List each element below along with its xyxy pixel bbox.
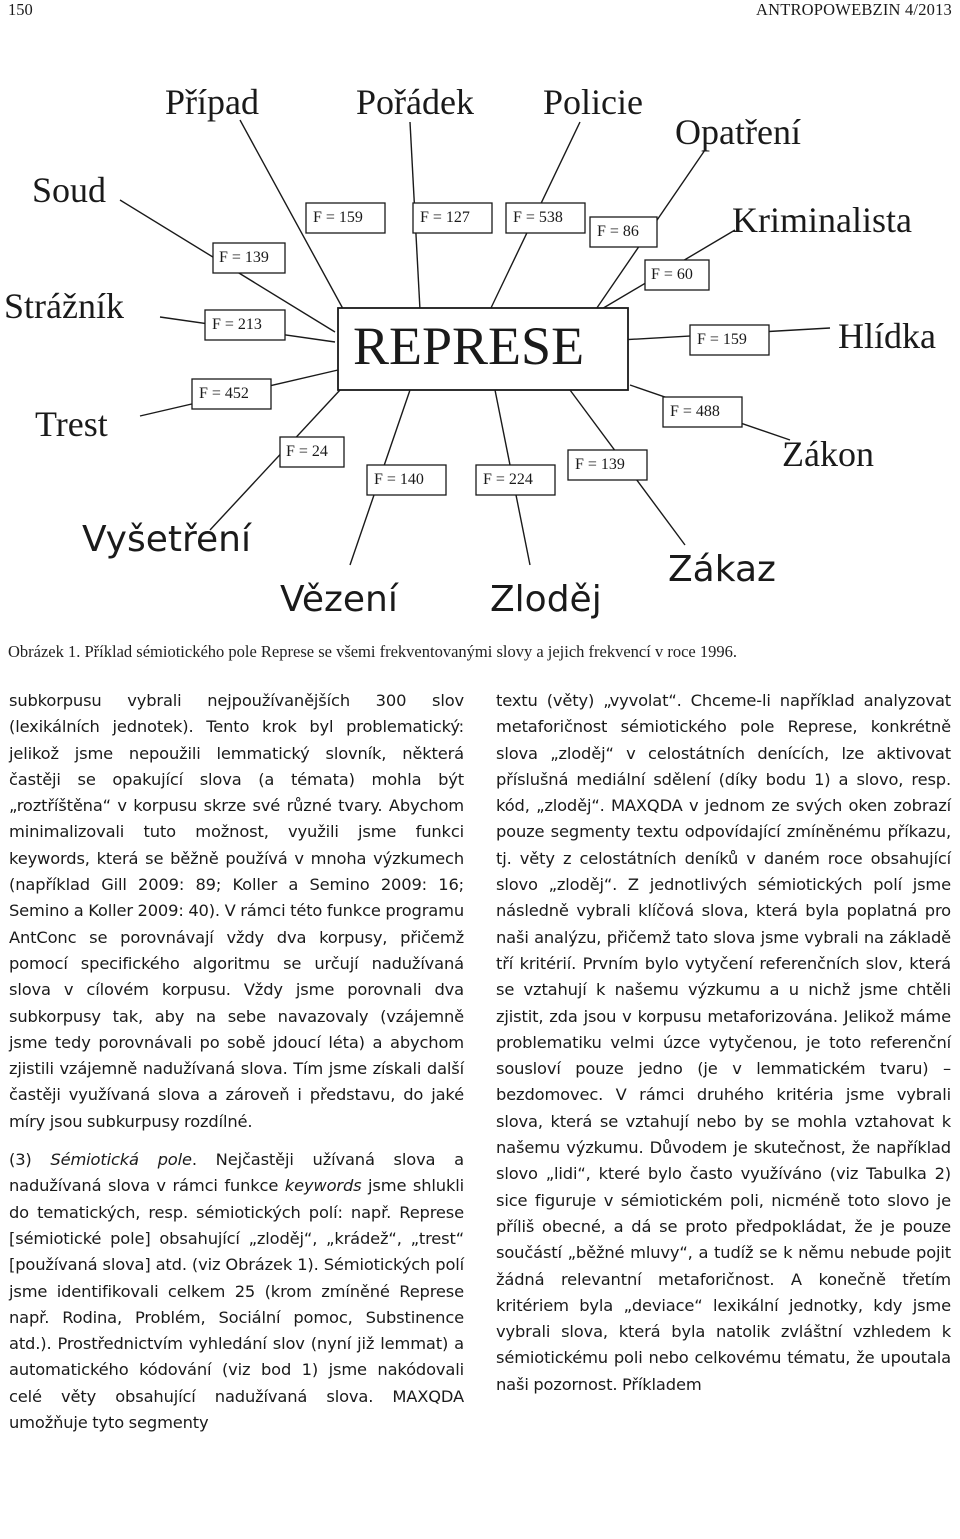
word-pripad: Případ xyxy=(165,82,259,122)
paragraph-text-rest: jsme shlukli do tematických, resp. sémiotických polí: např. Represe [sémiotické pole] obsahující „zloděj“, „krádež“, „trest“ [používaná slova] atd. (viz Obrázek 1). Sémiotických polí jsme identifikovali celkem 25 (krom zmíněné Represe např. Rodina, Problém, Sociální pomoc, Substinence atd.). Prostřednictvím vyhledání slov (nyní již lemmat) a automatického kódování (viz bod 1) jsme nakódovali celé věty obsahující nadužívaná slova. MAXQDA umožňuje tyto segmenty xyxy=(9,1176,464,1433)
figure-caption: Obrázek 1. Příklad sémiotického pole Represe se všemi frekventovanými slovy a jejich frekvencí v roce 1996. xyxy=(8,642,737,661)
freq-opatreni: F = 86 xyxy=(597,223,639,240)
freq-poradek: F = 127 xyxy=(420,209,470,226)
freq-kriminalista: F = 60 xyxy=(651,266,693,283)
freq-policie: F = 538 xyxy=(513,209,563,226)
keywords-term: keywords xyxy=(284,1176,362,1196)
word-soud: Soud xyxy=(32,170,107,210)
section-term: Sémiotická pole xyxy=(50,1150,192,1170)
freq-pripad: F = 159 xyxy=(313,209,363,226)
page-number: 150 xyxy=(8,0,33,19)
right-paragraph-1: textu (věty) „vyvolat“. Chceme-li například analyzovat metaforičnost sémiotického pole Represe, konkrétně slova „zloděj“ v celostátních denících, lze aktivovat příslušná mediální sdělení (díky bodu 1) a slovo, resp. kód, „zloděj“. MAXQDA v jednom ze svých oken zobrazí pouze segmenty textu odpovídající zmíněnému příkazu, tj. věty z celostátních deníků v daném roce obsahující slovo „zloděj“. Z jednotlivých sémiotických polí jsme následně vybrali klíčová slova, která byla poplatná pro naši analýzu, přičemž tato slova jsme vybrali na základě tří kritérií. Prvním bylo vytyčení referenčních slov, která se vztahují k našemu výzkumu a u nichž jsme chtěli zjistit, zda jsou v korpusu metaforizována. Jelikož máme problematiku velmi úzce vytyčenou, je toto referenční sousloví pouze jedno (je v lemmatickém tvaru) – bezdomovec. V rámci druhého kritéria jsme vybrali slova, která se vztahují nebo by se mohla vztahovat k našemu výzkumu. Důvodem je skutečnost, že například slovo „lidi“, které bylo často využíváno (viz Tabulka 2) sice figuruje v sémiotickém poli, nicméně toto slovo je příliš obecné, a dá se proto předpokládat, že je pouze součástí „běžné mluvy“, a tudíž se k němu nebude pojit žádná relevantní metaforičnost. A konečně třetím kritériem byla „deviace“ lexikální jednotky, kdy jsme vybrali slova, která byla natolik zvláštní vzhledem k sémiotickému poli nebo celkovému tématu, že upoutala naši pozornost. Příkladem xyxy=(496,691,951,1394)
word-straznik: Strážník xyxy=(4,286,124,326)
left-paragraph-1: subkorpusu vybrali nejpoužívanějších 300 slov (lexikálních jednotek). Tento krok byl problematický: jelikož jsme nepoužili lemmatický slovník, některá častěji se opakující slova (a témata) mohla být „roztříštěna“ v korpusu skrze své různé tvary. Abychom minimalizovali tuto možnost, využili jsme funkci keywords, která se běžně používá v mnoha výzkumech (například Gill 2009: 89; Koller a Semino 2009: 16; Semino a Koller 2009: 40). V rámci této funkce programu AntConc se porovnávají vždy dva korpusy, přičemž pomocí specifického algoritmu se určují nadužívaná slova v cílovém korpusu. Vždy jsme porovnali dva subkorpusy tak, aby na sebe navazovaly (vzájemně jsme tedy porovnávali po sobě jdoucí léta) a abychom zjistili vzájemně nadužívaná slova. Tím jsme získali další častěji využívaná slova a zároveň i představu, do jaké míry jsou subkurpusy rozdílné. xyxy=(9,691,464,1131)
freq-zlodej: F = 224 xyxy=(483,471,533,488)
freq-zakaz: F = 139 xyxy=(575,456,625,473)
word-vezeni: Vězení xyxy=(280,579,398,620)
freq-vezeni: F = 140 xyxy=(374,471,424,488)
semiotic-field-diagram xyxy=(0,70,960,630)
word-hlidka: Hlídka xyxy=(838,316,936,356)
right-column xyxy=(496,688,951,1398)
word-zakon: Zákon xyxy=(782,434,874,474)
freq-straznik: F = 213 xyxy=(212,316,262,333)
word-kriminalista: Kriminalista xyxy=(732,200,912,240)
center-word: REPRESE xyxy=(353,316,585,376)
freq-soud: F = 139 xyxy=(219,249,269,266)
journal-title: ANTROPOWEBZIN 4/2013 xyxy=(755,0,952,19)
freq-trest: F = 452 xyxy=(199,385,249,402)
freq-hlidka: F = 159 xyxy=(697,331,747,348)
word-zlodej: Zloděj xyxy=(490,579,602,620)
freq-zakon: F = 488 xyxy=(670,403,720,420)
section-number: (3) xyxy=(9,1150,51,1170)
word-trest: Trest xyxy=(35,404,108,444)
left-column xyxy=(9,688,464,1436)
freq-vysetreni: F = 24 xyxy=(286,443,328,460)
word-opatreni: Opatření xyxy=(675,112,801,152)
word-poradek: Pořádek xyxy=(356,82,474,122)
word-vysetreni: Vyšetření xyxy=(82,519,251,560)
paragraph-text: . Nejčastěji užívaná slova a nadužívaná slova v rámci funkce xyxy=(9,1150,464,1196)
left-paragraph-2 xyxy=(9,1147,464,1436)
word-policie: Policie xyxy=(543,82,643,122)
word-zakaz: Zákaz xyxy=(668,549,776,590)
